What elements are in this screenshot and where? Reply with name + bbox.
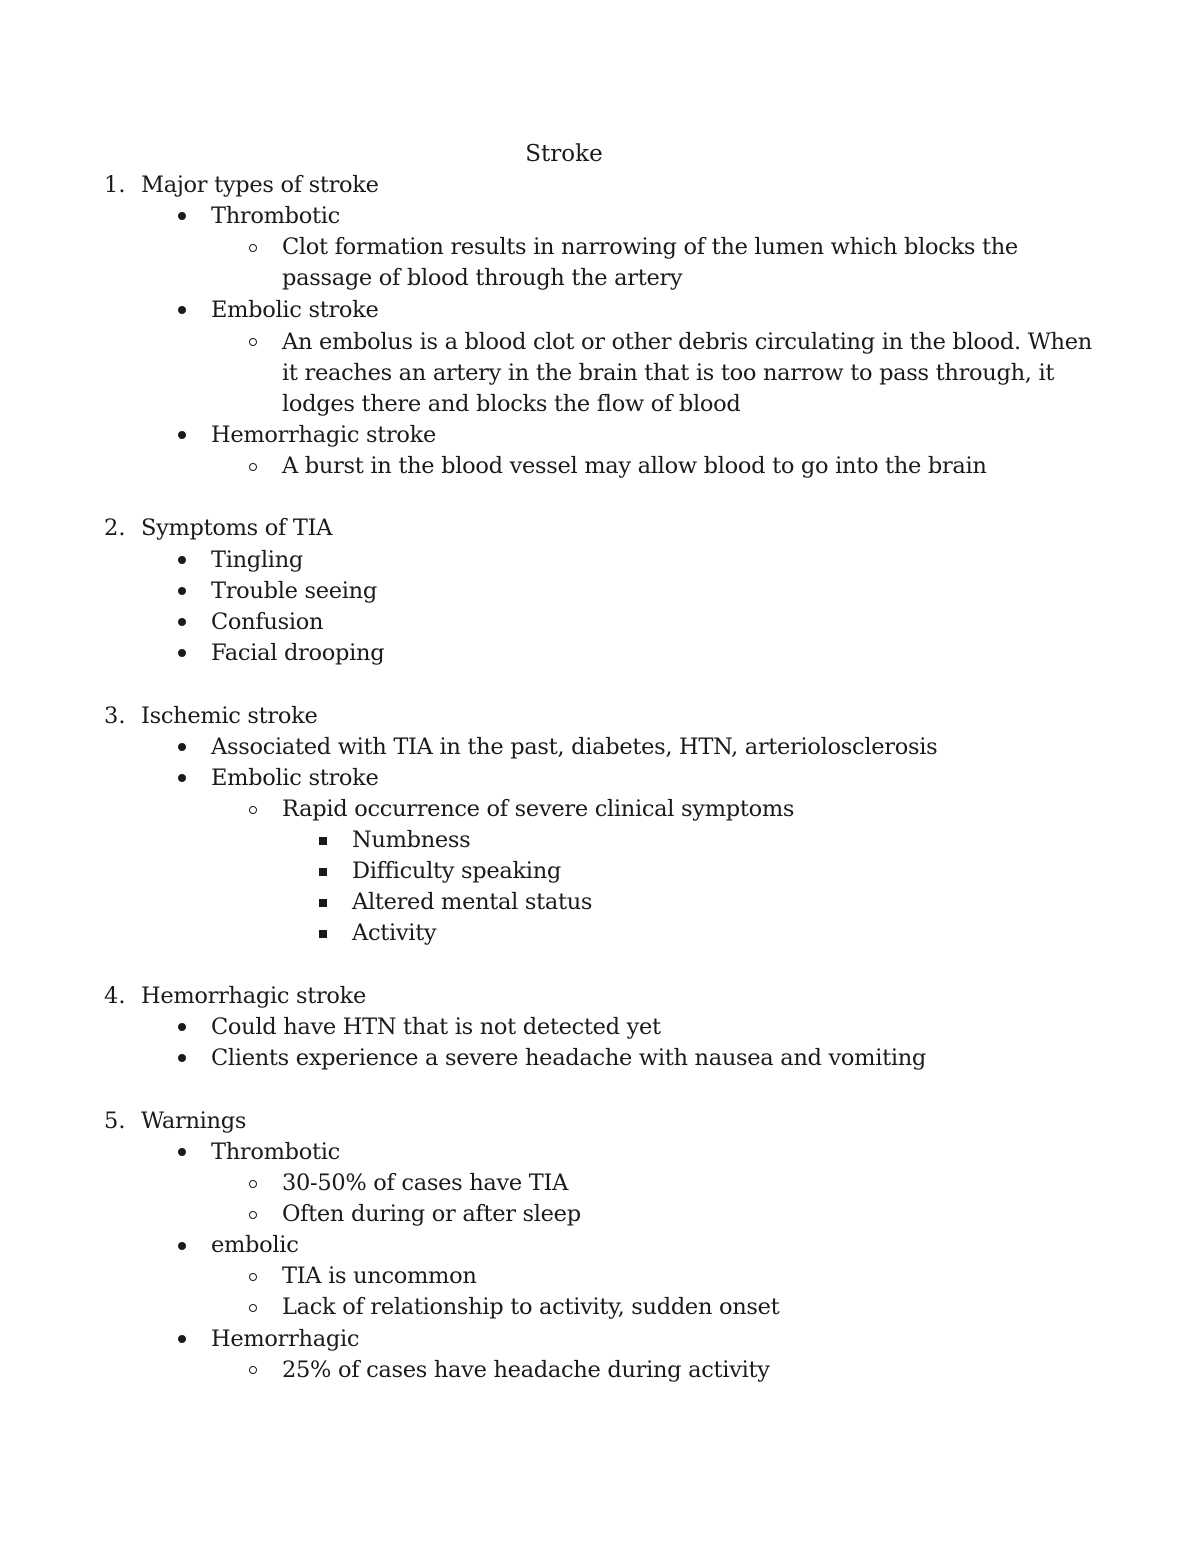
section-heading: Ischemic stroke [141, 703, 318, 729]
list-item: An embolus is a blood clot or other debris circulating in the blood. When [282, 329, 1092, 355]
section-number: 1. [104, 172, 126, 198]
section-heading: Hemorrhagic stroke [141, 983, 367, 1009]
section-number: 5. [104, 1108, 126, 1134]
list-item: Thrombotic [211, 203, 340, 229]
list-item: A burst in the blood vessel may allow blood to go into the brain [282, 453, 987, 479]
list-item-continuation: lodges there and blocks the flow of blood [282, 391, 741, 417]
list-item: Associated with TIA in the past, diabetes, HTN, arteriolosclerosis [211, 734, 938, 760]
list-item: Often during or after sleep [282, 1201, 581, 1227]
circle-bullet-icon [249, 463, 257, 471]
list-item: Trouble seeing [211, 578, 377, 604]
circle-bullet-icon [249, 1180, 257, 1188]
bullet-icon [178, 1335, 186, 1343]
section-heading: Warnings [141, 1108, 247, 1134]
bullet-icon [178, 774, 186, 782]
list-item: Clot formation results in narrowing of the lumen which blocks the [282, 234, 1018, 260]
bullet-icon [178, 1242, 186, 1250]
list-item: Embolic stroke [211, 297, 379, 323]
list-item: Tingling [211, 547, 303, 573]
circle-bullet-icon [249, 1273, 257, 1281]
circle-bullet-icon [249, 806, 257, 814]
list-item: Hemorrhagic [211, 1326, 360, 1352]
bullet-icon [178, 1023, 186, 1031]
list-item: Rapid occurrence of severe clinical symptoms [282, 796, 795, 822]
list-item: Hemorrhagic stroke [211, 422, 437, 448]
section-heading: Major types of stroke [141, 172, 379, 198]
circle-bullet-icon [249, 1366, 257, 1374]
list-item: Activity [352, 920, 437, 946]
bullet-icon [178, 1054, 186, 1062]
bullet-icon [178, 1148, 186, 1156]
square-bullet-icon [319, 930, 327, 938]
section-heading: Symptoms of TIA [141, 515, 333, 541]
square-bullet-icon [319, 899, 327, 907]
bullet-icon [178, 306, 186, 314]
square-bullet-icon [319, 868, 327, 876]
bullet-icon [178, 431, 186, 439]
section-number: 4. [104, 983, 126, 1009]
list-item: Embolic stroke [211, 765, 379, 791]
list-item: 30-50% of cases have TIA [282, 1170, 569, 1196]
circle-bullet-icon [249, 338, 257, 346]
list-item: Clients experience a severe headache with nausea and vomiting [211, 1045, 927, 1071]
list-item-continuation: passage of blood through the artery [282, 265, 683, 291]
list-item: Altered mental status [352, 889, 593, 915]
list-item: Confusion [211, 609, 324, 635]
square-bullet-icon [319, 837, 327, 845]
bullet-icon [178, 212, 186, 220]
list-item: Could have HTN that is not detected yet [211, 1014, 661, 1040]
list-item: embolic [211, 1232, 299, 1258]
bullet-icon [178, 556, 186, 564]
section-number: 2. [104, 515, 126, 541]
list-item: Lack of relationship to activity, sudden onset [282, 1294, 780, 1320]
page-title: Stroke [525, 141, 603, 167]
bullet-icon [178, 587, 186, 595]
list-item: Facial drooping [211, 640, 385, 666]
list-item: Difficulty speaking [352, 858, 561, 884]
bullet-icon [178, 743, 186, 751]
circle-bullet-icon [249, 1211, 257, 1219]
circle-bullet-icon [249, 244, 257, 252]
bullet-icon [178, 649, 186, 657]
list-item: 25% of cases have headache during activity [282, 1357, 770, 1383]
circle-bullet-icon [249, 1304, 257, 1312]
list-item: TIA is uncommon [282, 1263, 477, 1289]
list-item-continuation: it reaches an artery in the brain that is too narrow to pass through, it [282, 360, 1055, 386]
list-item: Numbness [352, 827, 471, 853]
bullet-icon [178, 618, 186, 626]
list-item: Thrombotic [211, 1139, 340, 1165]
section-number: 3. [104, 703, 126, 729]
